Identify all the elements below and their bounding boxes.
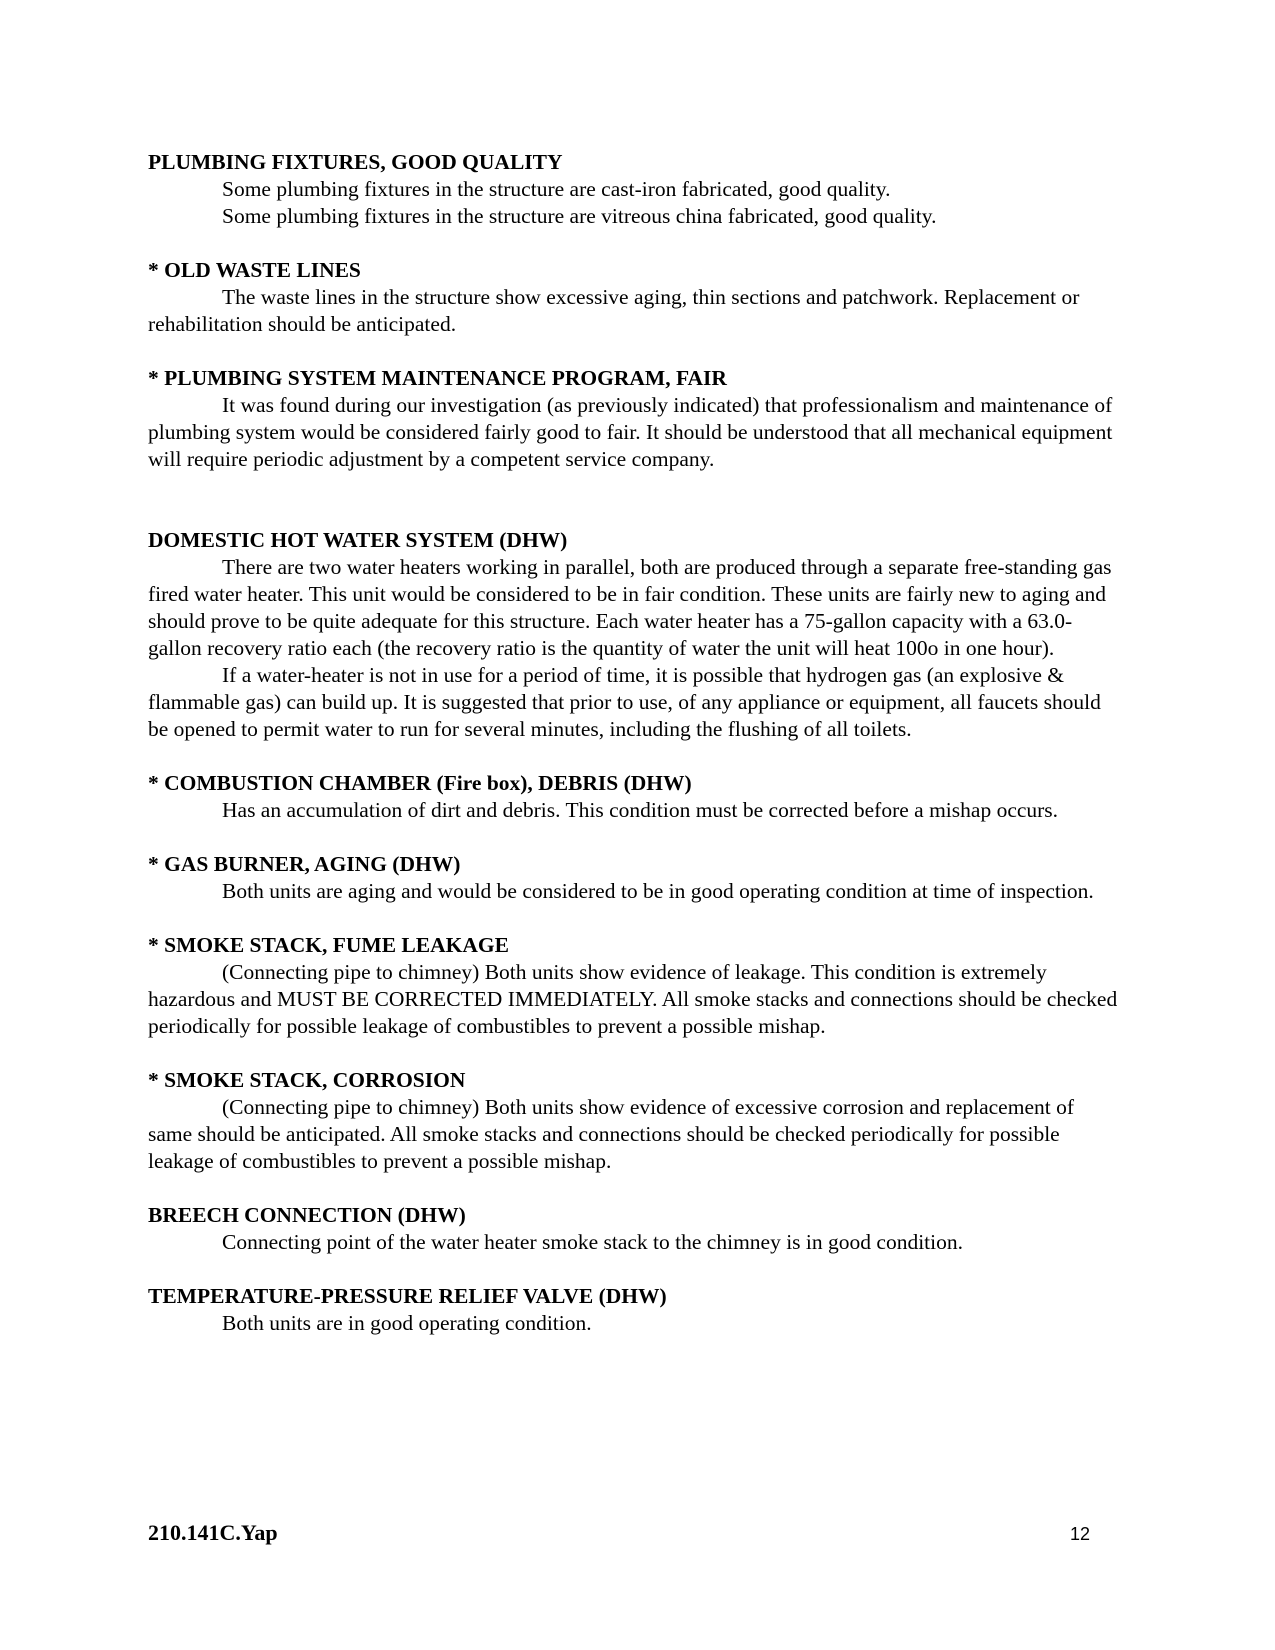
section-paragraph: The waste lines in the structure show excessive aging, thin sections and patchwork. Replacement or rehabilitation should be anticipated. bbox=[148, 285, 1080, 336]
section-paragraph: There are two water heaters working in parallel, both are produced through a separate free-standing gas fired water heater. This unit would be considered to be in fair condition. These units are fairly new to aging and should prove to be quite adequate for this structure. Each water heater has a 75-gallon capacity with a 63.0- gallon recovery ratio each (the recovery ratio is the quantity of water the unit will heat 100o in one hour). bbox=[148, 555, 1112, 660]
section-heading: * GAS BURNER, AGING (DHW) bbox=[148, 852, 461, 876]
section-old-waste-lines bbox=[148, 257, 1123, 338]
section-plumbing-fixtures bbox=[148, 149, 1123, 230]
document-body bbox=[148, 149, 1123, 1337]
section-heading: TEMPERATURE-PRESSURE RELIEF VALVE (DHW) bbox=[148, 1284, 667, 1308]
section-line: Some plumbing fixtures in the structure are cast-iron fabricated, good quality. bbox=[222, 177, 891, 201]
section-paragraph: (Connecting pipe to chimney) Both units show evidence of leakage. This condition is extremely hazardous and MUST BE CORRECTED IMMEDIATELY. All smoke stacks and connections should be checked periodically for possible leakage of combustibles to prevent a possible mishap. bbox=[148, 960, 1118, 1038]
section-heading: * COMBUSTION CHAMBER (Fire box), DEBRIS (DHW) bbox=[148, 771, 692, 795]
section-heading: PLUMBING FIXTURES, GOOD QUALITY bbox=[148, 150, 563, 174]
section-paragraph: Both units are aging and would be considered to be in good operating condition at time of inspection. bbox=[222, 879, 1094, 903]
section-heading: * SMOKE STACK, CORROSION bbox=[148, 1068, 466, 1092]
section-paragraph: Connecting point of the water heater smoke stack to the chimney is in good condition. bbox=[222, 1230, 963, 1254]
section-gas-burner bbox=[148, 851, 1123, 905]
section-smoke-stack-leakage bbox=[148, 932, 1123, 1040]
section-paragraph: It was found during our investigation (as previously indicated) that professionalism and maintenance of plumbing system would be considered fairly good to fair. It should be understood that all mechanical equipment will require periodic adjustment by a competent service company. bbox=[148, 393, 1113, 471]
section-heading: * OLD WASTE LINES bbox=[148, 258, 361, 282]
section-heading: * PLUMBING SYSTEM MAINTENANCE PROGRAM, FAIR bbox=[148, 366, 727, 390]
section-paragraph: Both units are in good operating condition. bbox=[222, 1311, 592, 1335]
section-heading: BREECH CONNECTION (DHW) bbox=[148, 1203, 466, 1227]
section-plumbing-maintenance bbox=[148, 365, 1123, 473]
section-line: Some plumbing fixtures in the structure are vitreous china fabricated, good quality. bbox=[222, 204, 937, 228]
section-smoke-stack-corrosion bbox=[148, 1067, 1123, 1175]
section-heading: DOMESTIC HOT WATER SYSTEM (DHW) bbox=[148, 528, 568, 552]
section-domestic-hot-water bbox=[148, 527, 1123, 743]
section-heading: * SMOKE STACK, FUME LEAKAGE bbox=[148, 933, 509, 957]
section-relief-valve bbox=[148, 1283, 1123, 1337]
section-paragraph: (Connecting pipe to chimney) Both units show evidence of excessive corrosion and replacement of same should be anticipated. All smoke stacks and connections should be checked periodically for possible leakage of combustibles to prevent a possible mishap. bbox=[148, 1095, 1074, 1173]
section-paragraph: If a water-heater is not in use for a period of time, it is possible that hydrogen gas (an explosive & flammable gas) can build up. It is suggested that prior to use, of any appliance or equipment, all faucets should be opened to permit water to run for several minutes, including the flushing of all toilets. bbox=[148, 663, 1101, 741]
footer-document-id: 210.141C.Yap bbox=[148, 1520, 278, 1545]
footer-page-number: 12 bbox=[1070, 1524, 1091, 1544]
section-breech-connection bbox=[148, 1202, 1123, 1256]
section-combustion-chamber bbox=[148, 770, 1123, 824]
section-paragraph: Has an accumulation of dirt and debris. This condition must be corrected before a mishap occurs. bbox=[222, 798, 1059, 822]
